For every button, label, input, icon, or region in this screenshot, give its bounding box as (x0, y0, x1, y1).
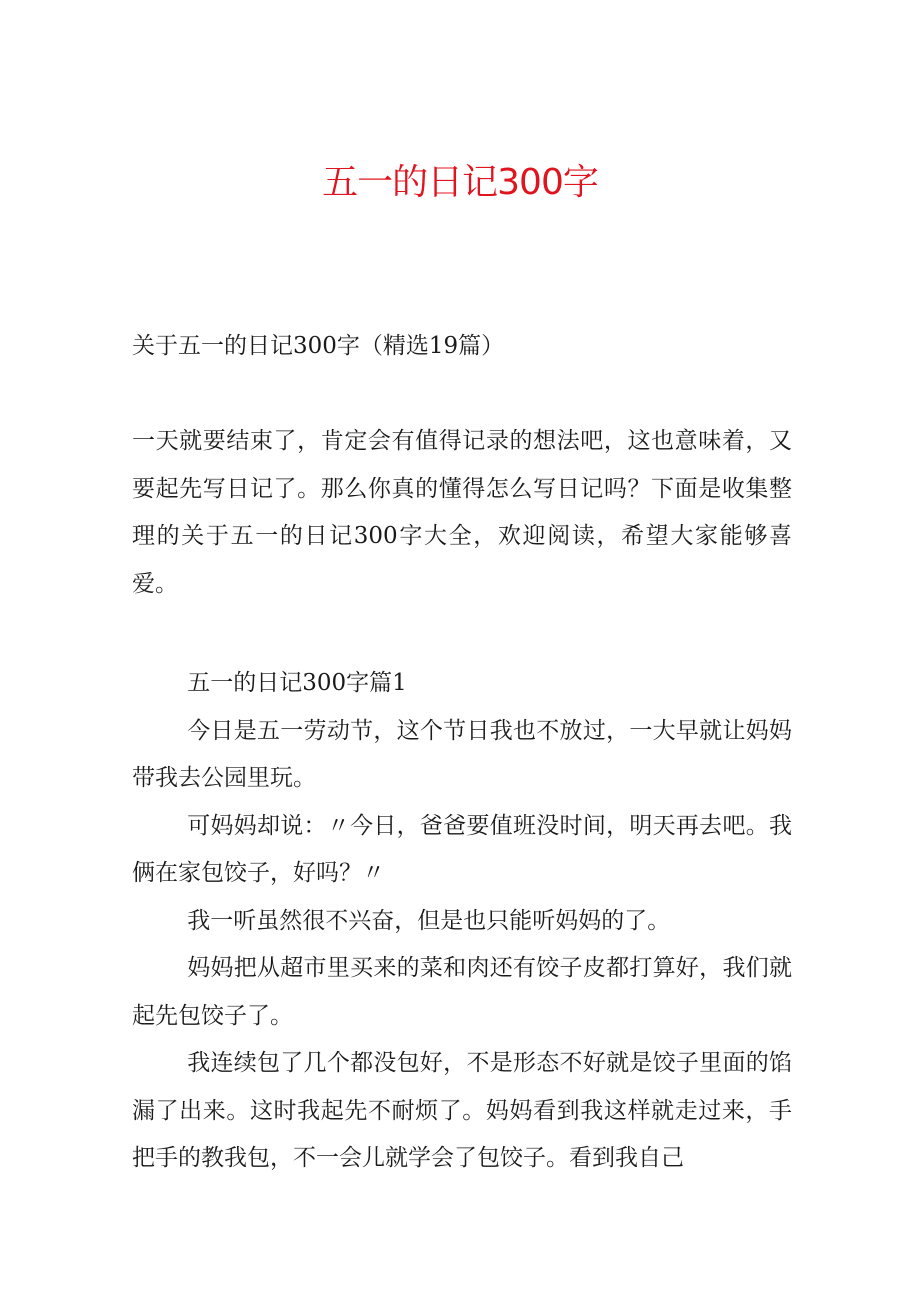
document-subtitle: 关于五一的日记300字（精选19篇） (132, 333, 505, 359)
intro-paragraph: 一天就要结束了，肯定会有值得记录的想法吧，这也意味着，又要起先写日记了。那么你真的懂得怎么写日记吗？下面是收集整理的关于五一的日记300字大全，欢迎阅读，希望大家能够喜爱。 (132, 428, 792, 597)
section-paragraph: 可妈妈却说：〃今日，爸爸要值班没时间，明天再去吧。我俩在家包饺子，好吗？〃 (132, 812, 792, 886)
diary-section (132, 660, 792, 1183)
document-title: 五一的日记300字 (322, 162, 598, 203)
section-paragraph: 今日是五一劳动节，这个节日我也不放过，一大早就让妈妈带我去公园里玩。 (132, 717, 792, 791)
section-heading: 五一的日记300字篇1 (187, 670, 407, 696)
section-paragraph: 我连续包了几个都没包好，不是形态不好就是饺子里面的馅漏了出来。这时我起先不耐烦了。妈妈看到我这样就走过来，手把手的教我包，不一会儿就学会了包饺子。看到我自己 (132, 1050, 792, 1171)
section-paragraph: 我一听虽然很不兴奋，但是也只能听妈妈的了。 (187, 907, 671, 934)
section-paragraph: 妈妈把从超市里买来的菜和肉还有饺子皮都打算好，我们就起先包饺子了。 (132, 955, 792, 1029)
